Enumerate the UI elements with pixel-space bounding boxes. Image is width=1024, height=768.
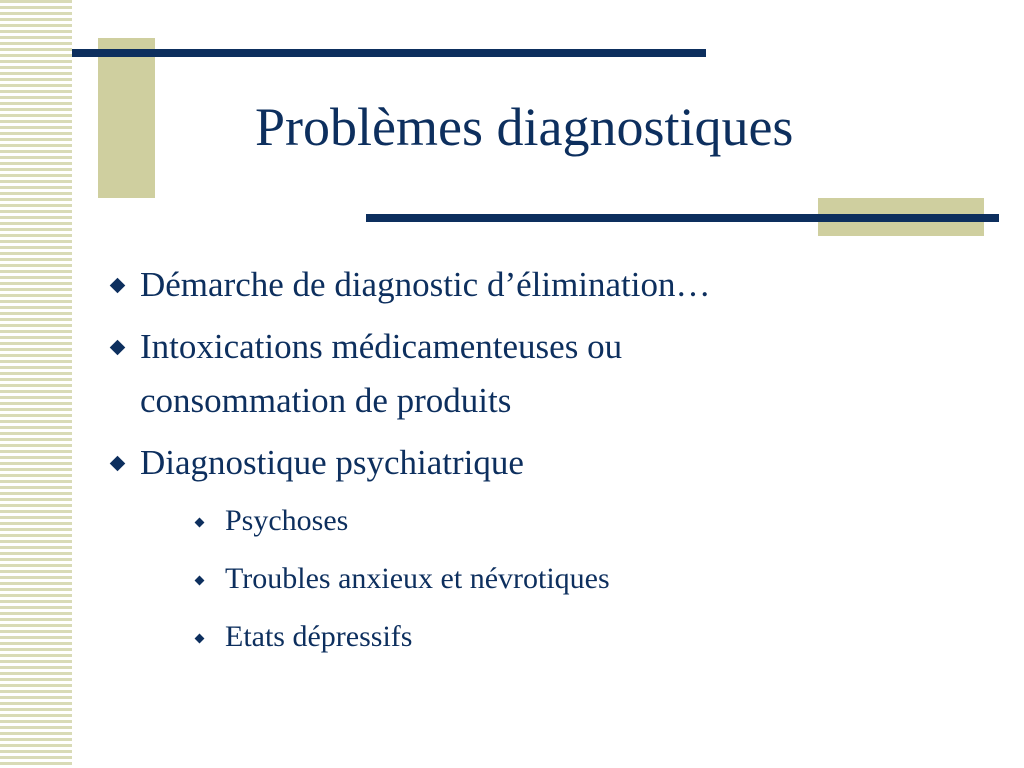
top-rule-line <box>72 49 706 57</box>
diamond-bullet-icon <box>110 456 126 472</box>
sub-bullet-item <box>140 610 980 664</box>
sub-bullet-text: Psychoses <box>225 504 349 537</box>
square-bullet-icon <box>195 576 205 586</box>
sub-bullet-text: Troubles anxieux et névrotiques <box>225 562 610 595</box>
bullet-text: Démarche de diagnostic d’élimination… <box>140 265 711 304</box>
slide-title: Problèmes diagnostiques <box>255 97 794 157</box>
tan-block-left-decoration <box>98 38 155 198</box>
diamond-bullet-icon <box>110 340 126 356</box>
bullet-text: Intoxications médicamenteuses ou <box>140 327 623 366</box>
sub-bullet-item <box>140 494 980 548</box>
bullet-text-continuation: consommation de produits <box>140 381 512 420</box>
bottom-rule-line <box>366 214 999 222</box>
bullet-item <box>100 320 980 428</box>
slide-content <box>100 258 980 672</box>
left-stripe-decoration <box>0 0 72 768</box>
sub-bullet-text: Etats dépressifs <box>225 620 413 653</box>
diamond-bullet-icon <box>110 278 126 294</box>
bullet-item <box>100 258 980 312</box>
bullet-item <box>100 436 980 664</box>
bullet-text: Diagnostique psychiatrique <box>140 443 524 482</box>
sub-bullet-item <box>140 552 980 606</box>
square-bullet-icon <box>195 518 205 528</box>
square-bullet-icon <box>195 634 205 644</box>
